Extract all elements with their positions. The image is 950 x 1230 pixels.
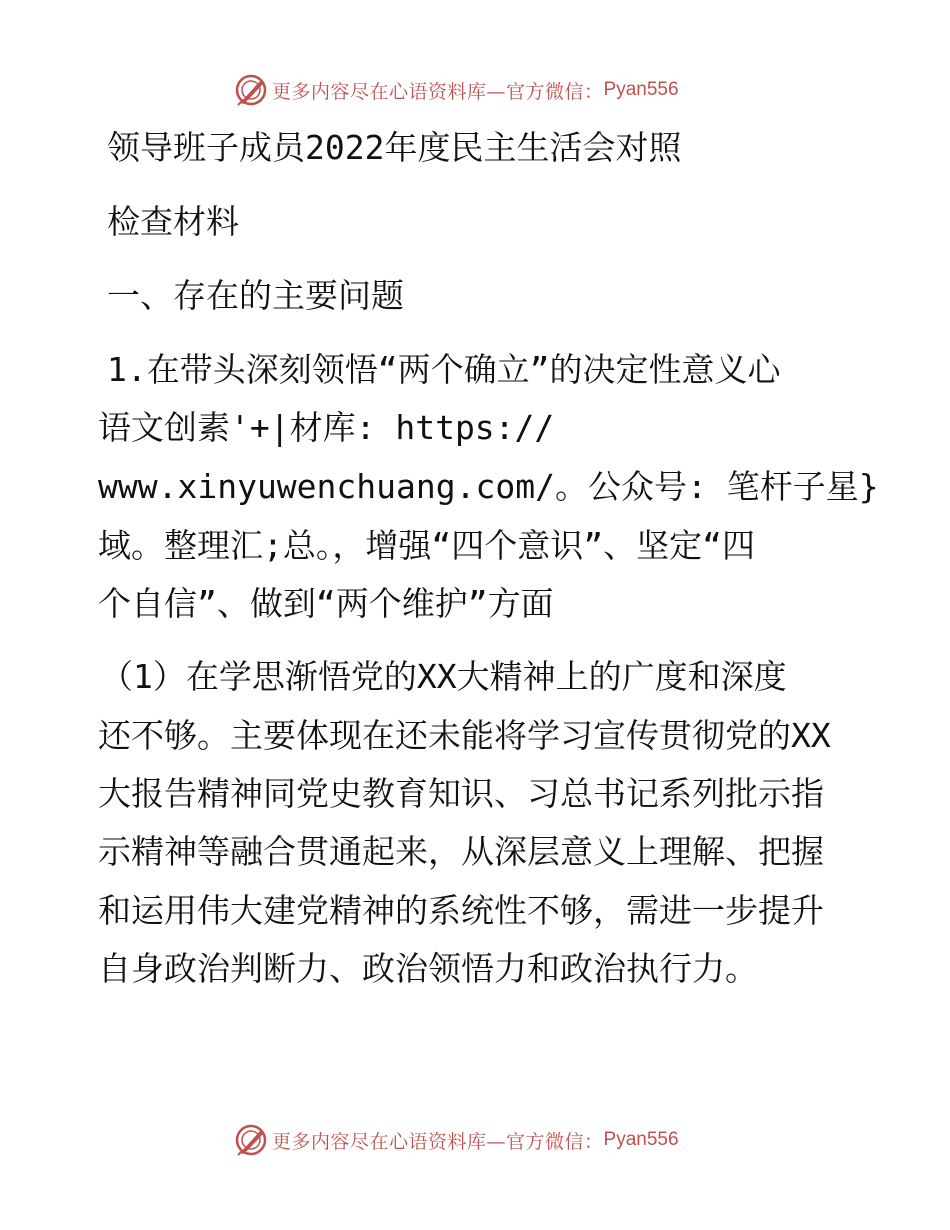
paragraph-line: 和运用伟大建党精神的系统性不够，需进一步提升 [98, 891, 824, 930]
quill-logo-icon [234, 1123, 268, 1157]
paragraph-line: 语文创素'+|材库: https:// [98, 408, 555, 447]
banner-text: 更多内容尽在心语资料库—官方微信： [272, 1130, 604, 1153]
paragraph-line: 大报告精神同党史教育知识、习总书记系列批示指 [98, 774, 824, 813]
header-banner [234, 73, 679, 107]
footer-banner [234, 1123, 679, 1157]
paragraph-line: 1.在带头深刻领悟“两个确立”的决定性意义心 [107, 350, 781, 389]
section-heading: 一、存在的主要问题 [107, 276, 404, 315]
paragraph-line: 还不够。主要体现在还未能将学习宣传贯彻党的XX [98, 716, 831, 755]
banner-text: 更多内容尽在心语资料库—官方微信： [272, 80, 604, 103]
paragraph-line: 自身政治判断力、政治领悟力和政治执行力。 [98, 949, 758, 988]
paragraph-line: www.xinyuwenchuang.com/。公众号: 笔杆子星} [98, 467, 879, 506]
paragraph-line: 示精神等融合贯通起来，从深层意义上理解、把握 [98, 832, 824, 871]
quill-logo-icon [234, 73, 268, 107]
document-title-line-2: 检查材料 [107, 202, 239, 241]
paragraph-line: 个自信”、做到“两个维护”方面 [98, 584, 554, 623]
banner-wechat-id: Pyan556 [603, 79, 679, 100]
paragraph-line: （1）在学思渐悟党的XX大精神上的广度和深度 [100, 657, 787, 696]
banner-wechat-id: Pyan556 [603, 1129, 679, 1150]
paragraph-line: 域。整理汇;总。，增强“四个意识”、坚定“四 [98, 526, 755, 565]
document-title-line-1: 领导班子成员2022年度民主生活会对照 [107, 128, 682, 167]
